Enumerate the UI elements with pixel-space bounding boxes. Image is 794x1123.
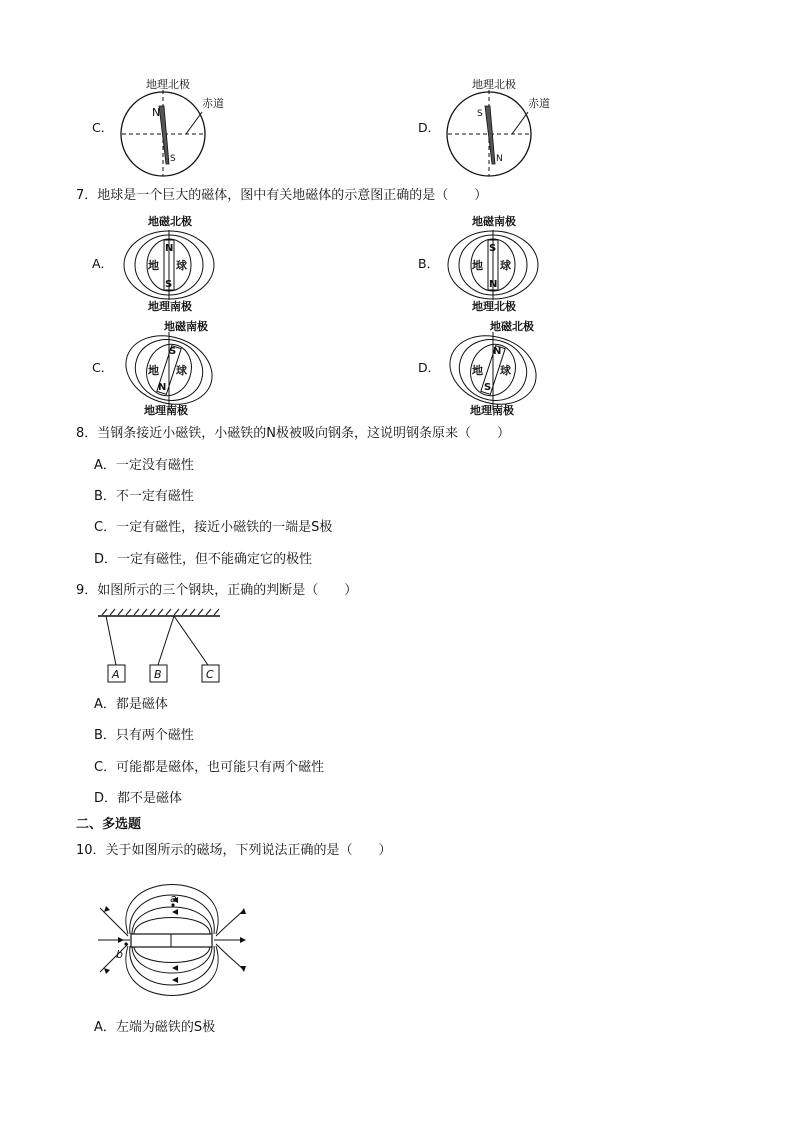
q7-stem: 7．地球是一个巨大的磁体，图中有关地磁体的示意图正确的是（ ） bbox=[76, 188, 488, 203]
q6-option-d-label: D． bbox=[418, 120, 441, 135]
q8-option-d: D．一定有磁性，但不能确定它的极性 bbox=[94, 552, 313, 567]
earth-right-char: 球 bbox=[176, 259, 187, 272]
q7-option-c-label: C． bbox=[92, 360, 114, 375]
q8-option-a: A．一定没有磁性 bbox=[94, 458, 194, 473]
pole-top: N bbox=[165, 243, 174, 254]
point-a-label: a bbox=[170, 892, 177, 905]
q7-option-c-figure bbox=[118, 318, 220, 418]
point-b bbox=[124, 942, 127, 945]
q10-stem: 10．关于如图所示的磁场，下列说法正确的是（ ） bbox=[76, 843, 392, 858]
needle-top-pole: N bbox=[152, 106, 161, 119]
q7-option-d-figure bbox=[442, 318, 544, 418]
top-label: 地磁北极 bbox=[490, 320, 534, 333]
bottom-label: 地理北极 bbox=[472, 300, 516, 313]
earth-left-char: 地 bbox=[472, 364, 483, 377]
top-label: 地磁南极 bbox=[164, 320, 208, 333]
pole-bottom: S bbox=[484, 382, 492, 393]
bottom-label: 地理南极 bbox=[148, 300, 192, 313]
q7-option-b-figure bbox=[442, 212, 544, 314]
earth-right-char: 球 bbox=[500, 364, 511, 377]
pole-top: N bbox=[493, 346, 502, 357]
top-label: 地磁北极 bbox=[148, 215, 192, 228]
q9-stem: 9．如图所示的三个钢块，正确的判断是（ ） bbox=[76, 583, 358, 598]
q6-option-d-figure bbox=[444, 76, 564, 178]
earth-left-char: 地 bbox=[148, 259, 159, 272]
q9-option-a: A．都是磁体 bbox=[94, 697, 168, 712]
q6-option-c-label: C． bbox=[92, 120, 114, 135]
earth-right-char: 球 bbox=[500, 259, 511, 272]
block-c-label: C bbox=[206, 668, 214, 681]
earth-left-char: 地 bbox=[148, 364, 159, 377]
bottom-label: 地理南极 bbox=[144, 404, 188, 417]
earth-left-char: 地 bbox=[472, 259, 483, 272]
q7-option-b-label: B． bbox=[418, 256, 440, 271]
q8-option-b: B．不一定有磁性 bbox=[94, 489, 194, 504]
pole-bottom: N bbox=[489, 279, 498, 290]
q7-option-d-label: D． bbox=[418, 360, 441, 375]
compass-needle bbox=[159, 106, 169, 164]
equator-label: 赤道 bbox=[202, 97, 224, 110]
earth-right-char: 球 bbox=[176, 364, 187, 377]
pole-top: S bbox=[169, 346, 177, 357]
top-label: 地理北极 bbox=[146, 78, 190, 91]
pole-bottom: N bbox=[158, 382, 167, 393]
block-a-label: A bbox=[112, 668, 120, 681]
q9-option-b: B．只有两个磁性 bbox=[94, 728, 194, 743]
needle-top-pole: S bbox=[477, 109, 483, 119]
pole-top: S bbox=[489, 243, 497, 254]
q8-stem: 8．当钢条接近小磁铁，小磁铁的N极被吸向钢条，这说明钢条原来（ ） bbox=[76, 426, 510, 441]
q7-option-a-label: A． bbox=[92, 256, 114, 271]
needle-bottom-pole: N bbox=[496, 154, 503, 164]
point-b-label: b bbox=[116, 948, 123, 961]
q6-option-c-figure bbox=[118, 76, 238, 178]
block-b-label: B bbox=[154, 668, 162, 681]
q7-option-a-figure bbox=[118, 212, 220, 314]
compass-needle bbox=[485, 106, 495, 164]
q10-option-a: A．左端为磁铁的S极 bbox=[94, 1020, 216, 1035]
equator-pointer bbox=[186, 112, 202, 134]
q10-figure bbox=[94, 872, 264, 1004]
needle-bottom-pole: S bbox=[170, 154, 176, 164]
top-label: 地磁南极 bbox=[472, 215, 516, 228]
top-label: 地理北极 bbox=[472, 78, 516, 91]
equator-pointer bbox=[512, 112, 528, 134]
q9-figure bbox=[94, 608, 226, 688]
q8-option-c: C．一定有磁性，接近小磁铁的一端是S极 bbox=[94, 520, 333, 535]
pole-bottom: S bbox=[165, 279, 173, 290]
bottom-label: 地理南极 bbox=[470, 404, 514, 417]
equator-label: 赤道 bbox=[528, 97, 550, 110]
q9-option-c: C．可能都是磁体，也可能只有两个磁性 bbox=[94, 760, 325, 775]
q9-option-d: D．都不是磁体 bbox=[94, 791, 183, 806]
section-title: 二、多选题 bbox=[76, 817, 142, 832]
